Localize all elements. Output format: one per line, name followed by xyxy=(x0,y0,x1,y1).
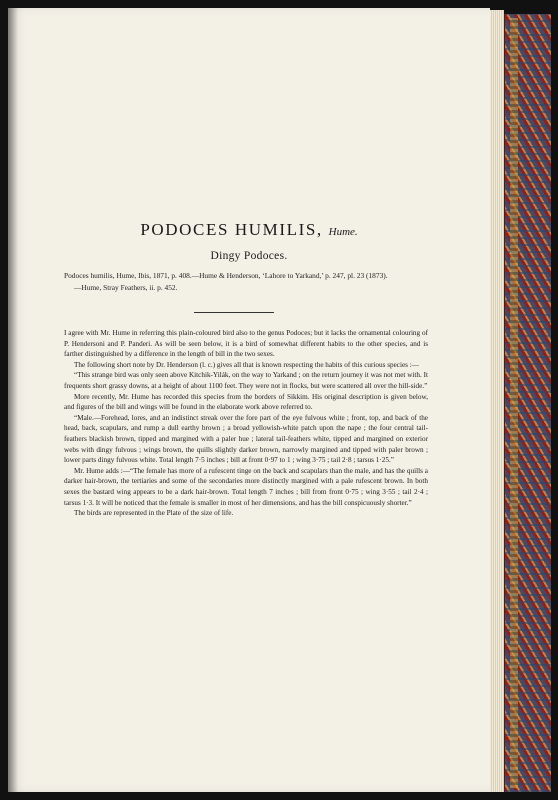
book-page xyxy=(8,8,490,792)
paragraph: The following short note by Dr. Henderson (l. c.) gives all that is known respecting the habits of this curious species :— xyxy=(74,360,419,369)
paragraph: More recently, Mr. Hume has recorded this species from the borders of Sikkim. His original description is given below, and figures of the bill and wings will be found in the elaborate work above referred to. xyxy=(64,392,428,412)
genus-name: PODOCES xyxy=(140,220,230,239)
paragraph: The birds are represented in the Plate of the size of life. xyxy=(74,509,234,518)
common-name: Dingy Podoces. xyxy=(210,250,288,262)
paragraph: Mr. Hume adds :—“The female has more of a rufescent tinge on the back and scapulars than the male, and has the quills a darker hair-brown, the tertiaries and some of the secondaries more distinctly margined with a pale rufescent brown. In both sexes the bastard wing appears to be a dark hair-brown. Total length 7 inches ; bill from front 0·75 ; wing 3·55 ; tail 2·4 ; tarsus 1·3. It will be noticed that the female is smaller in most of her dimensions, and has the bill conspicuously shorter.” xyxy=(64,466,428,507)
paragraph: “This strange bird was only seen above Kitchik-Yilák, on the way to Yarkand ; on the return journey it was not met with. It frequents short grassy downs, at a height of about 1100 feet. They were not in flocks, but were scattered all over the hill-side.” xyxy=(64,371,428,390)
gutter-shadow xyxy=(8,8,18,792)
species-title xyxy=(8,220,490,240)
body-text xyxy=(64,328,428,519)
divider-rule xyxy=(194,312,274,313)
authority: Hume. xyxy=(328,226,358,238)
paragraph: I agree with Mr. Hume in referring this plain-coloured bird also to the genus Podoces; but it lacks the ornamental colouring of P. Hendersoni and P. Panderi. As will be seen below, it is a bird of somewhat different habits to the other species, and is farther distinguished by a difference in the length of bill in the two sexes. xyxy=(64,329,428,359)
gilt-edge xyxy=(510,18,518,788)
paragraph: “Male.—Forehead, lores, and an indistinct streak over the fore part of the eye fulvous white ; front, top, and back of the head, back, scapulars, and rump a dull earthy brown ; a broad yellowish-white patch upon the nape ; the four central tail-feathers blackish brown, tipped and margined with a paler hue ; lateral tail-feathers white, tipped and margined on exterior webs with dingy fulvous ; wings brown, the quills slightly darker brown, narrowly margined and tipped with paler brown ; lower parts dingy fulvous white. Total length 7·5 inches ; bill at front 0·97 to 1 ; wing 3·75 ; tail 2·8 ; tarsus 1·25.” xyxy=(64,413,428,465)
species-name: HUMILIS, xyxy=(234,220,323,239)
reference-line: —Hume, Stray Feathers, ii. p. 452. xyxy=(74,283,178,292)
references xyxy=(64,270,426,294)
reference-line: Podoces humilis, Hume, Ibis, 1871, p. 408.—Hume & Henderson, ‘Lahore to Yarkand,’ p. 247, pl. 23 (1873). xyxy=(64,271,388,280)
